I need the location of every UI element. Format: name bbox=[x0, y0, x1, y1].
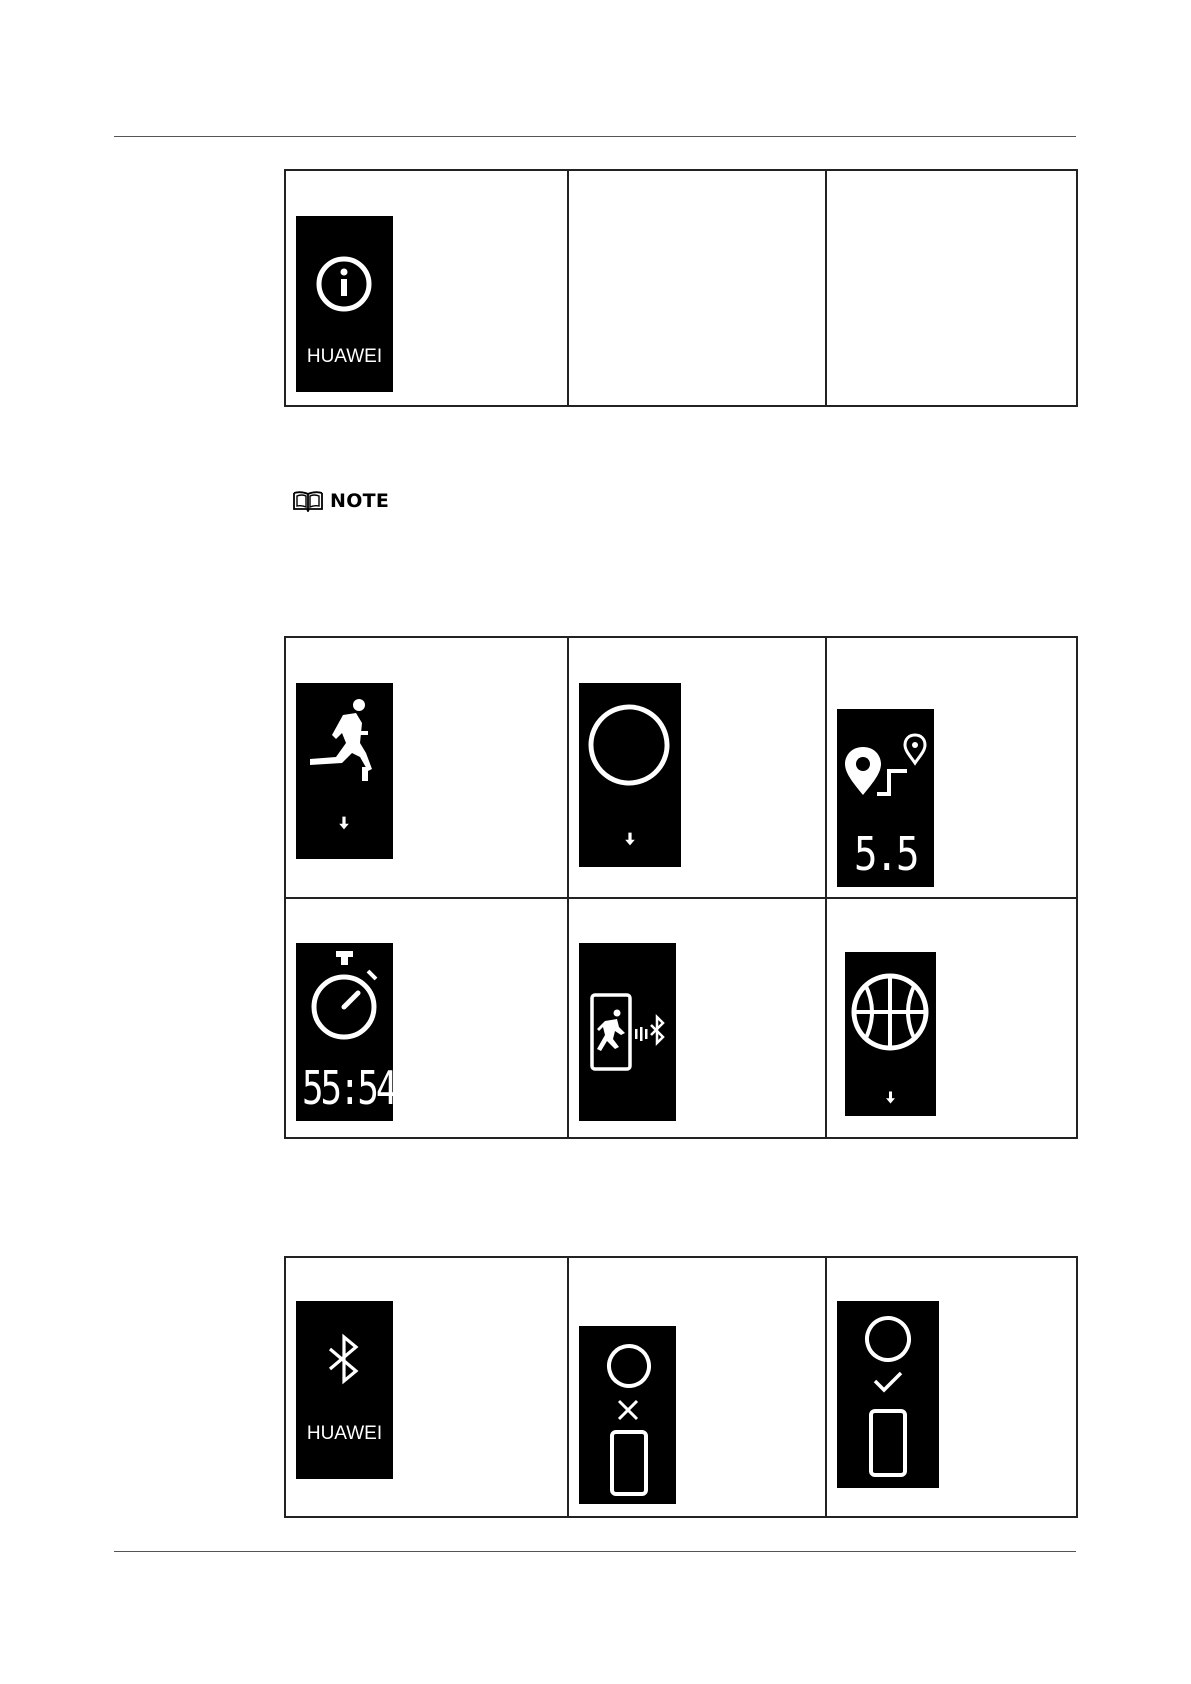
down-arrow-icon bbox=[336, 815, 352, 831]
band-screen-pair-failed bbox=[579, 1326, 676, 1504]
table-2-cell-r1c2 bbox=[568, 637, 826, 898]
down-arrow-icon bbox=[883, 1090, 898, 1105]
cross-icon bbox=[619, 1401, 637, 1419]
table-2-cell-r2c2 bbox=[568, 898, 826, 1138]
running-person-icon bbox=[296, 683, 393, 859]
table-3 bbox=[284, 1256, 1078, 1518]
band-screen-pair-success bbox=[837, 1301, 939, 1488]
screen-brand-text: HUAWEI bbox=[306, 346, 383, 367]
phone-icon bbox=[871, 1411, 905, 1475]
table-2 bbox=[284, 636, 1078, 1139]
route-distance-value: 5.5 bbox=[854, 827, 917, 881]
band-screen-info bbox=[296, 216, 393, 392]
ring-icon bbox=[605, 1342, 654, 1391]
check-icon bbox=[875, 1373, 901, 1390]
band-screen-workout bbox=[296, 683, 393, 859]
table-1 bbox=[284, 169, 1078, 407]
phone-icon bbox=[612, 1432, 646, 1494]
table-3-cell-2 bbox=[568, 1257, 826, 1517]
table-3-cell-3 bbox=[826, 1257, 1077, 1517]
table-1-cell-2 bbox=[568, 170, 826, 406]
pair-success-icons bbox=[837, 1301, 939, 1488]
screen-brand-text: HUAWEI bbox=[306, 1423, 383, 1444]
table-2-cell-r2c3 bbox=[826, 898, 1077, 1138]
band-screen-phone-sync bbox=[579, 943, 676, 1121]
header-rule bbox=[114, 136, 1076, 137]
table-2-cell-r1c3 bbox=[826, 637, 1077, 898]
table-2-cell-r1c1 bbox=[285, 637, 568, 898]
ring-icon bbox=[862, 1313, 913, 1364]
phone-run-bluetooth-icon bbox=[579, 943, 676, 1121]
band-screen-ring bbox=[579, 683, 681, 867]
down-arrow-icon bbox=[622, 831, 638, 847]
footer-rule bbox=[114, 1551, 1076, 1552]
table-3-cell-1 bbox=[285, 1257, 568, 1517]
band-screen-basketball bbox=[845, 952, 936, 1116]
bluetooth-icon bbox=[296, 1301, 393, 1479]
band-screen-stopwatch bbox=[296, 943, 393, 1121]
note-heading bbox=[292, 488, 389, 514]
band-screen-route bbox=[837, 709, 934, 887]
table-1-cell-1 bbox=[285, 170, 568, 406]
table-1-cell-3 bbox=[826, 170, 1077, 406]
pair-failed-icons bbox=[579, 1326, 676, 1504]
stopwatch-time-value: 55:54 bbox=[301, 1061, 395, 1115]
book-icon bbox=[292, 490, 324, 512]
band-screen-pairing bbox=[296, 1301, 393, 1479]
note-label: NOTE bbox=[330, 490, 390, 512]
table-2-cell-r2c1 bbox=[285, 898, 568, 1138]
